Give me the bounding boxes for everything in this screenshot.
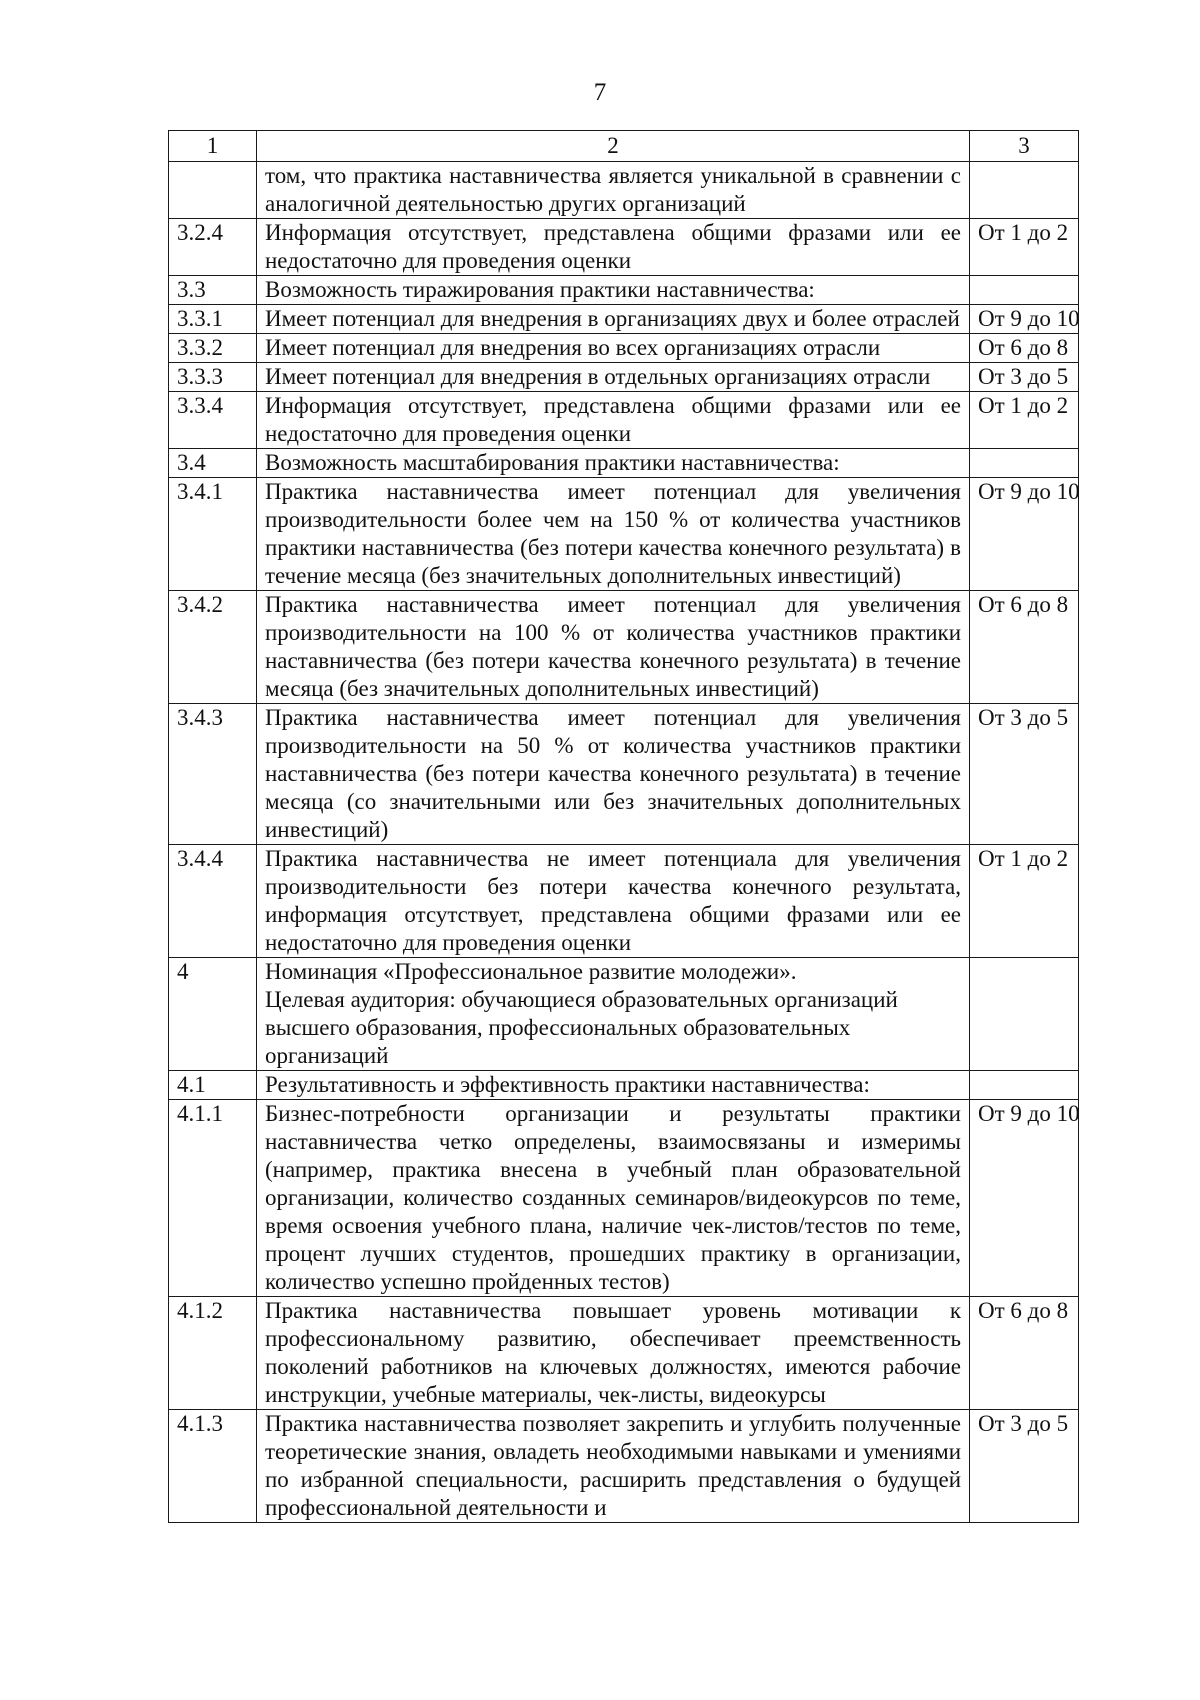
score-range: От 1 до 2	[970, 392, 1079, 449]
table-row	[169, 162, 1079, 219]
score-range: От 6 до 8	[970, 1297, 1079, 1410]
row-number: 3.3.3	[169, 363, 257, 392]
table-row	[169, 276, 1079, 305]
score-range	[970, 276, 1079, 305]
row-number: 3.4.2	[169, 591, 257, 704]
row-number: 3.4.1	[169, 478, 257, 591]
criteria-table	[168, 130, 1079, 1523]
table-row	[169, 845, 1079, 958]
score-range: От 9 до 10	[970, 1100, 1079, 1297]
row-number: 3.3.1	[169, 305, 257, 334]
criterion-text: том, что практика наставничества является уникальной в сравнении с аналогичной деятельностью других организаций	[257, 162, 970, 219]
table-row	[169, 704, 1079, 845]
score-range: От 9 до 10	[970, 305, 1079, 334]
table-row	[169, 1071, 1079, 1100]
table-row	[169, 363, 1079, 392]
row-number: 3.3.4	[169, 392, 257, 449]
column-header-1: 1	[169, 131, 257, 162]
criterion-text: Практика наставничества повышает уровень мотивации к профессиональному развитию, обеспечивает преемственность поколений работников на ключевых должностях, имеются рабочие инструкции, учебные материалы, чек-листы, видеокурсы	[257, 1297, 970, 1410]
score-range: От 6 до 8	[970, 334, 1079, 363]
criterion-text: Возможность масштабирования практики наставничества:	[257, 449, 970, 478]
page-number: 7	[593, 79, 607, 106]
score-range: От 1 до 2	[970, 845, 1079, 958]
row-number: 3.4.4	[169, 845, 257, 958]
criterion-text: Практика наставничества имеет потенциал для увеличения производительности более чем на 150 % от количества участников практики наставничества (без потери качества конечного результата) в течение месяца (без значительных дополнительных инвестиций)	[257, 478, 970, 591]
criterion-text: Возможность тиражирования практики наставничества:	[257, 276, 970, 305]
score-range	[970, 162, 1079, 219]
criterion-text: Имеет потенциал для внедрения в отдельных организациях отрасли	[257, 363, 970, 392]
criterion-text: Бизнес-потребности организации и результаты практики наставничества четко определены, взаимосвязаны и измеримы (например, практика внесена в учебный план образовательной организации, количество созданных семинаров/видеокурсов по теме, время освоения учебного плана, наличие чек-листов/тестов по теме, процент лучших студентов, прошедших практику в организации, количество успешно пройденных тестов)	[257, 1100, 970, 1297]
table-row	[169, 958, 1079, 1071]
table-row	[169, 1410, 1079, 1523]
row-number: 3.3	[169, 276, 257, 305]
row-number: 3.2.4	[169, 219, 257, 276]
table-row	[169, 392, 1079, 449]
row-number: 3.4	[169, 449, 257, 478]
row-number: 4.1	[169, 1071, 257, 1100]
score-range: От 3 до 5	[970, 363, 1079, 392]
score-range: От 3 до 5	[970, 704, 1079, 845]
criterion-text: Имеет потенциал для внедрения в организациях двух и более отраслей	[257, 305, 970, 334]
criterion-text: Информация отсутствует, представлена общими фразами или ее недостаточно для проведения оценки	[257, 219, 970, 276]
row-number: 3.4.3	[169, 704, 257, 845]
score-range	[970, 1071, 1079, 1100]
table-row	[169, 449, 1079, 478]
score-range: От 1 до 2	[970, 219, 1079, 276]
criterion-text: Номинация «Профессиональное развитие молодежи». Целевая аудитория: обучающиеся образовательных организаций высшего образования, профессиональных образовательных организаций	[257, 958, 970, 1071]
row-number: 4.1.2	[169, 1297, 257, 1410]
row-number: 3.3.2	[169, 334, 257, 363]
criterion-text: Результативность и эффективность практики наставничества:	[257, 1071, 970, 1100]
score-range: От 3 до 5	[970, 1410, 1079, 1523]
table-row	[169, 219, 1079, 276]
criterion-text: Имеет потенциал для внедрения во всех организациях отрасли	[257, 334, 970, 363]
score-range	[970, 449, 1079, 478]
table-row	[169, 591, 1079, 704]
score-range	[970, 958, 1079, 1071]
criterion-text: Практика наставничества имеет потенциал для увеличения производительности на 100 % от количества участников практики наставничества (без потери качества конечного результата) в течение месяца (без значительных дополнительных инвестиций)	[257, 591, 970, 704]
table-body	[169, 162, 1079, 1523]
table-row	[169, 305, 1079, 334]
row-number: 4.1.3	[169, 1410, 257, 1523]
column-header-3: 3	[970, 131, 1079, 162]
table-row	[169, 1100, 1079, 1297]
table-row	[169, 478, 1079, 591]
column-header-2: 2	[257, 131, 970, 162]
score-range: От 6 до 8	[970, 591, 1079, 704]
criterion-text: Практика наставничества не имеет потенциала для увеличения производительности без потери качества конечного результата, информация отсутствует, представлена общими фразами или ее недостаточно для проведения оценки	[257, 845, 970, 958]
table-header-row	[169, 131, 1079, 162]
criterion-text: Информация отсутствует, представлена общими фразами или ее недостаточно для проведения оценки	[257, 392, 970, 449]
table-row	[169, 334, 1079, 363]
score-range: От 9 до 10	[970, 478, 1079, 591]
criterion-text: Практика наставничества позволяет закрепить и углубить полученные теоретические знания, овладеть необходимыми навыками и умениями по избранной специальности, расширить представления о будущей профессиональной деятельности и	[257, 1410, 970, 1523]
criterion-text: Практика наставничества имеет потенциал для увеличения производительности на 50 % от количества участников практики наставничества (без потери качества конечного результата) в течение месяца (со значительными или без значительных дополнительных инвестиций)	[257, 704, 970, 845]
row-number: 4	[169, 958, 257, 1071]
row-number	[169, 162, 257, 219]
table-row	[169, 1297, 1079, 1410]
row-number: 4.1.1	[169, 1100, 257, 1297]
